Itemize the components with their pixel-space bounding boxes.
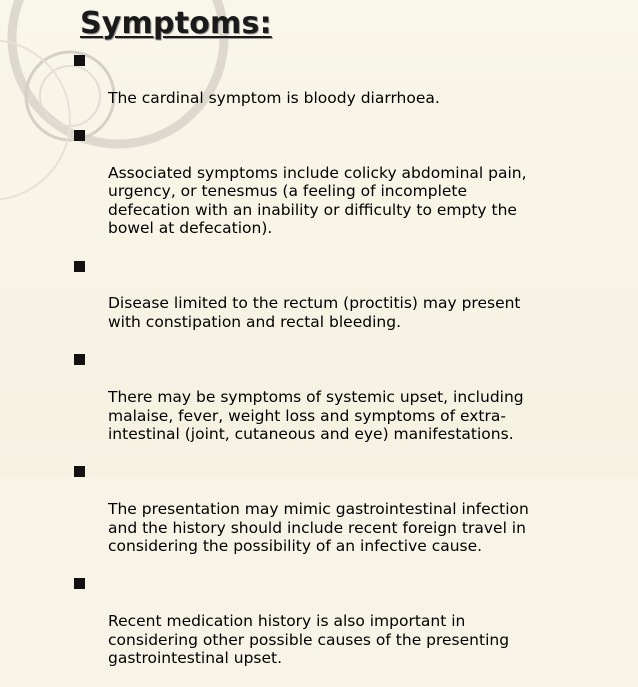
slide-title: Symptoms: [80,6,272,41]
bullet-text: Associated symptoms include colicky abdominal pain, urgency, or tenesmus (a feeling of incomplete defecation with an inability or difficulty to empty the bowel at defecation). [108,164,527,238]
bullet-item [73,351,618,461]
bullet-text: There may be symptoms of systemic upset, including malaise, fever, weight loss and symptoms of extra- intestinal (joint, cutaneous and eye) manifestations. [108,388,524,443]
square-bullet-icon [74,354,85,365]
square-bullet-icon [74,130,85,141]
bullet-item [73,127,618,256]
bullet-item [73,52,618,126]
square-bullet-icon [74,466,85,477]
bullet-item [73,258,618,350]
bullet-item [73,463,618,573]
deco-ring-outer [0,40,70,200]
square-bullet-icon [74,578,85,589]
square-bullet-icon [74,261,85,272]
bullet-list [73,52,618,687]
bullet-text: The cardinal symptom is bloody diarrhoea. [108,88,440,107]
bullet-text: Disease limited to the rectum (proctitis) may present with constipation and rectal bleeding. [108,294,521,331]
bullet-text: Recent medication history is also important in considering other possible causes of the presenting gastrointestinal upset. [108,612,510,667]
bullet-text: The presentation may mimic gastrointestinal infection and the history should include recent foreign travel in considering the possibility of an infective cause. [108,500,529,555]
bullet-item [73,575,618,685]
square-bullet-icon [74,55,85,66]
